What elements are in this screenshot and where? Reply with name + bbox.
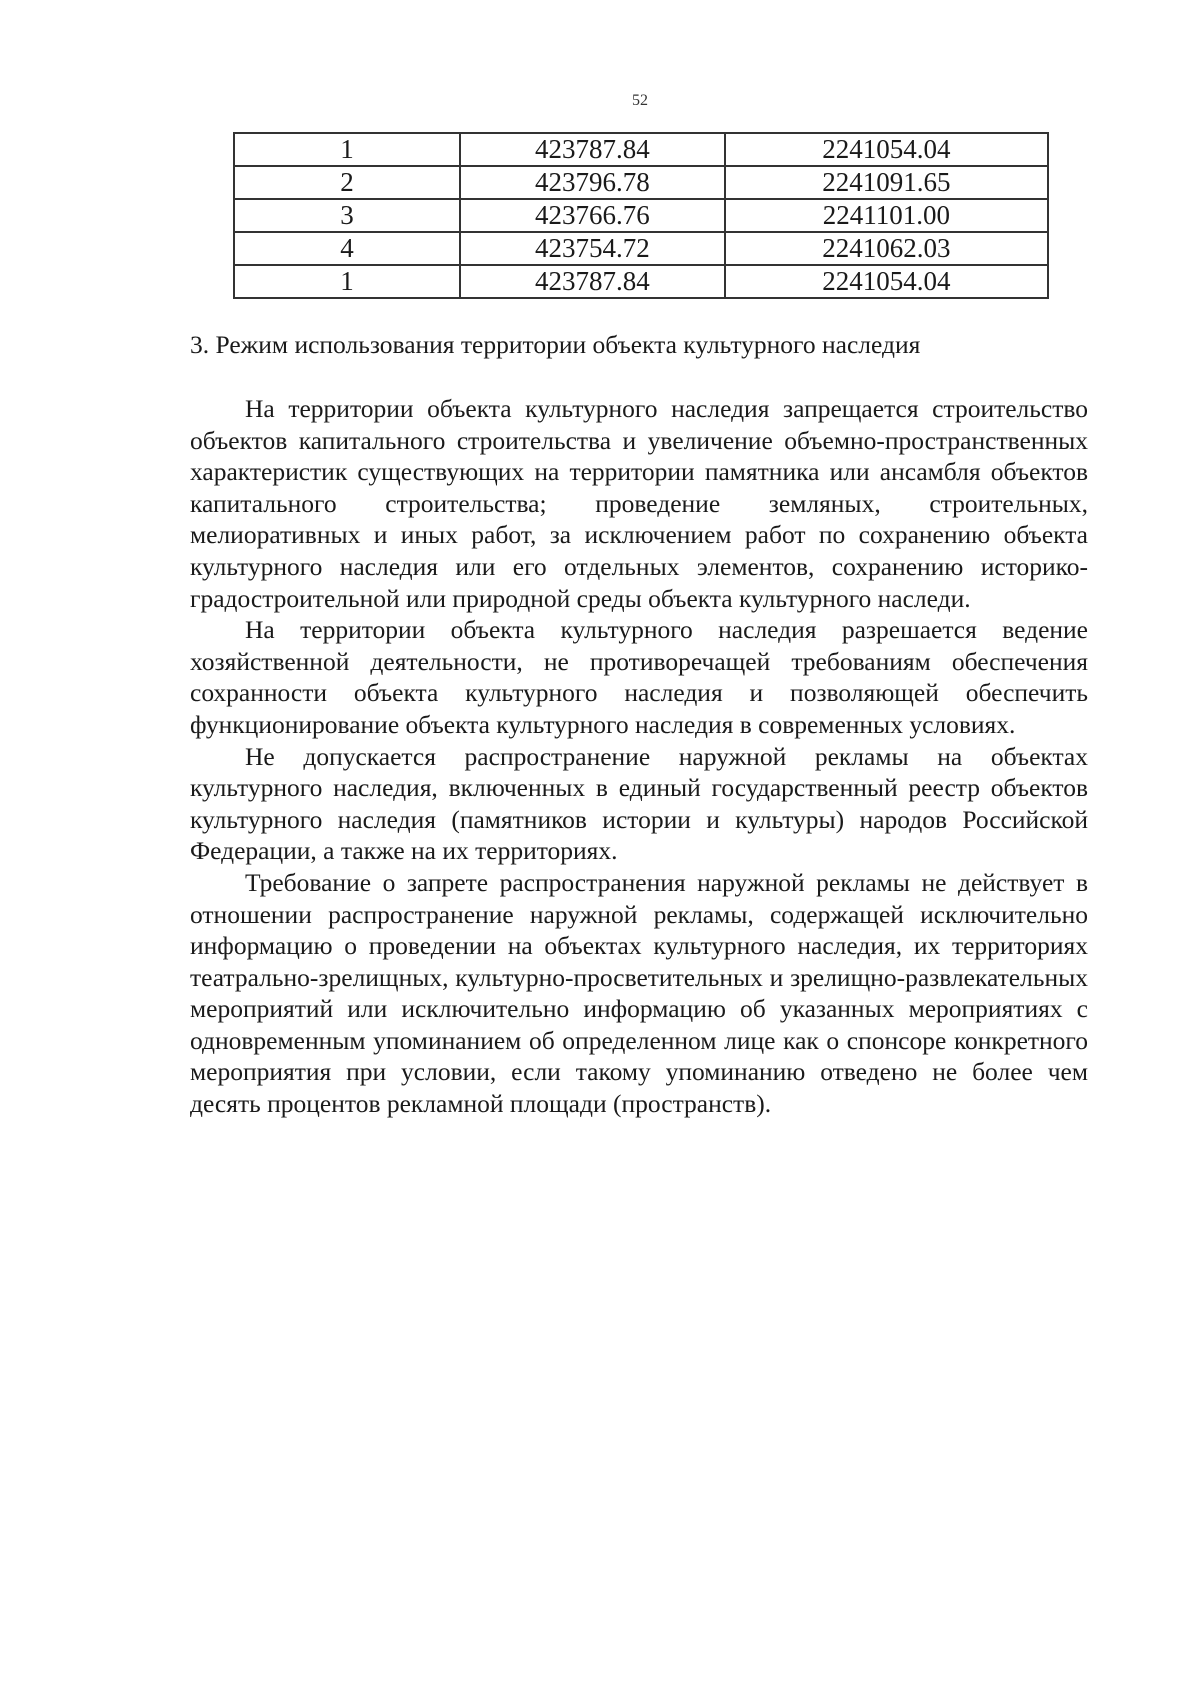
table-row	[234, 199, 1048, 232]
x-coordinate-cell: 423787.84	[460, 265, 725, 298]
x-coordinate-cell: 423787.84	[460, 133, 725, 166]
x-coordinate-cell: 423796.78	[460, 166, 725, 199]
table-row	[234, 232, 1048, 265]
point-number-cell: 4	[234, 232, 460, 265]
point-number-cell: 2	[234, 166, 460, 199]
table-row	[234, 265, 1048, 298]
y-coordinate-cell: 2241091.65	[725, 166, 1048, 199]
paragraph-advertising-exception: Требование о запрете распространения наружной рекламы не действует в отношении распространение наружной рекламы, содержащей исключительно информацию о проведении на объектах культурного наследия, их территориях театрально-зрелищных, культурно-просветительных и зрелищно-развлекательных мероприятий или исключительно информацию об указанных мероприятиях с одновременным упоминанием об определенном лице как о спонсоре конкретного мероприятия при условии, если такому упоминанию отведено не более чем десять процентов рекламной площади (пространств).	[190, 867, 1088, 1119]
table-row	[234, 133, 1048, 166]
page-number: 52	[632, 92, 648, 109]
section-body	[190, 393, 1088, 1120]
y-coordinate-cell: 2241054.04	[725, 133, 1048, 166]
point-number-cell: 1	[234, 133, 460, 166]
x-coordinate-cell: 423754.72	[460, 232, 725, 265]
table-row	[234, 166, 1048, 199]
paragraph-prohibitions: На территории объекта культурного наследия запрещается строительство объектов капитального строительства и увеличение объемно-пространственных характеристик существующих на территории памятника или ансамбля объектов капитального строительства; проведение земляных, строительных, мелиоративных и иных работ, за исключением работ по сохранению объекта культурного наследия или его отдельных элементов, сохранению историко-градостроительной или природной среды объекта культурного наследи.	[190, 394, 1088, 613]
y-coordinate-cell: 2241054.04	[725, 265, 1048, 298]
y-coordinate-cell: 2241062.03	[725, 232, 1048, 265]
section-heading: 3. Режим использования территории объекта культурного наследия	[190, 330, 921, 359]
paragraph-permitted-activity: На территории объекта культурного наследия разрешается ведение хозяйственной деятельности, не противоречащей требованиям обеспечения сохранности объекта культурного наследия и позволяющей обеспечить функционирование объекта культурного наследия в современных условиях.	[190, 615, 1088, 739]
coordinates-table	[233, 132, 1049, 299]
point-number-cell: 1	[234, 265, 460, 298]
paragraph-advertising-ban: Не допускается распространение наружной рекламы на объектах культурного наследия, включенных в единый государственный реестр объектов культурного наследия (памятников истории и культуры) народов Российской Федерации, а также на их территориях.	[190, 741, 1088, 866]
x-coordinate-cell: 423766.76	[460, 199, 725, 232]
point-number-cell: 3	[234, 199, 460, 232]
y-coordinate-cell: 2241101.00	[725, 199, 1048, 232]
